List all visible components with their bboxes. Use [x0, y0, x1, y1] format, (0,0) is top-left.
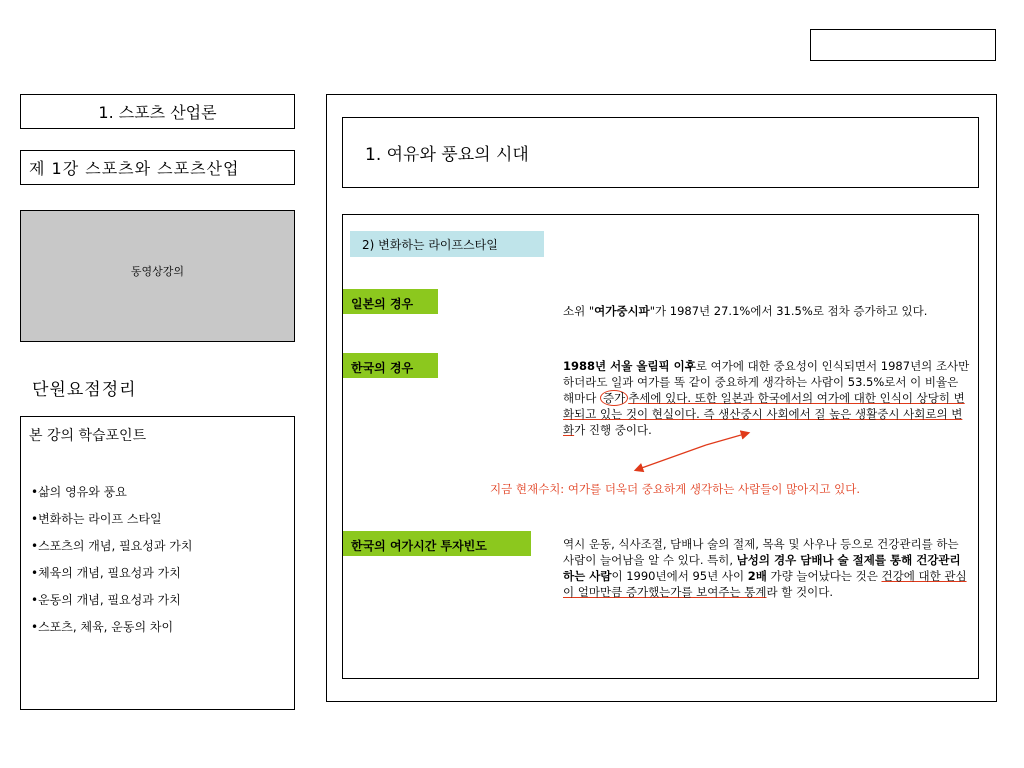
korea-text: 1988년 서울 올림픽 이후로 여가에 대한 중요성이 인식되면서 1987년의 조사만 하더라도 일과 여가를 똑 같이 중요하게 생각하는 사람이 53.5%로서 이 비율은 해마다 증가 추세에 있다. 또한 일본과 한국에서의 여가에 대한 인식이 상당히 변화되고 있는 것이 현실이다. 즉 생산중시 사회에서 질 높은 생활중시 사회로의 변화가 진행 중이다. [563, 359, 970, 437]
video-lecture-label: 동영상강의 [130, 265, 185, 278]
course-title: 1. 스포츠 산업론 [98, 103, 217, 122]
current-value-note: 지금 현재수치: 여가를 더욱더 중요하게 생각하는 사람들이 많아지고 있다. [490, 482, 861, 496]
list-item: •스포츠, 체육, 운동의 차이 [31, 620, 174, 634]
list-item: •운동의 개념, 필요성과 가치 [31, 593, 181, 607]
section-heading-text: 2) 변화하는 라이프스타일 [362, 237, 498, 252]
lecture-title: 제 1강 스포츠와 스포츠산업 [29, 159, 240, 178]
main-title: 1. 여유와 풍요의 시대 [365, 145, 529, 165]
learning-points-title: 본 강의 학습포인트 [29, 428, 147, 444]
circled-word: 증가 [600, 390, 628, 406]
japan-text: 소위 "여가중시파"가 1987년 27.1%에서 31.5%로 점차 증가하고 있다. [563, 304, 928, 318]
summary-title: 단원요점정리 [32, 380, 137, 400]
list-item: •체육의 개념, 필요성과 가치 [31, 566, 181, 580]
list-item: •스포츠의 개념, 필요성과 가치 [31, 539, 193, 553]
tag-leisure-frequency: 한국의 여가시간 투자빈도 [343, 531, 531, 556]
tag-korea: 한국의 경우 [343, 353, 438, 378]
leisure-text: 역시 운동, 식사조절, 담배나 술의 절제, 목욕 및 사우나 등으로 건강관리를 하는 사람이 늘어남을 알 수 있다. 특히, 남성의 경우 담배나 술 절제를 통해 건강관리하는 사람이 1990년에서 95년 사이 2배 가량 늘어났다는 것은 건강에 대한 관심이 얼마만큼 증가했는가를 보여주는 통계라 할 것이다. [563, 537, 967, 599]
list-item: •변화하는 라이프 스타일 [31, 512, 162, 526]
tag-japan: 일본의 경우 [343, 289, 438, 314]
list-item: •삶의 영유와 풍요 [31, 485, 127, 499]
